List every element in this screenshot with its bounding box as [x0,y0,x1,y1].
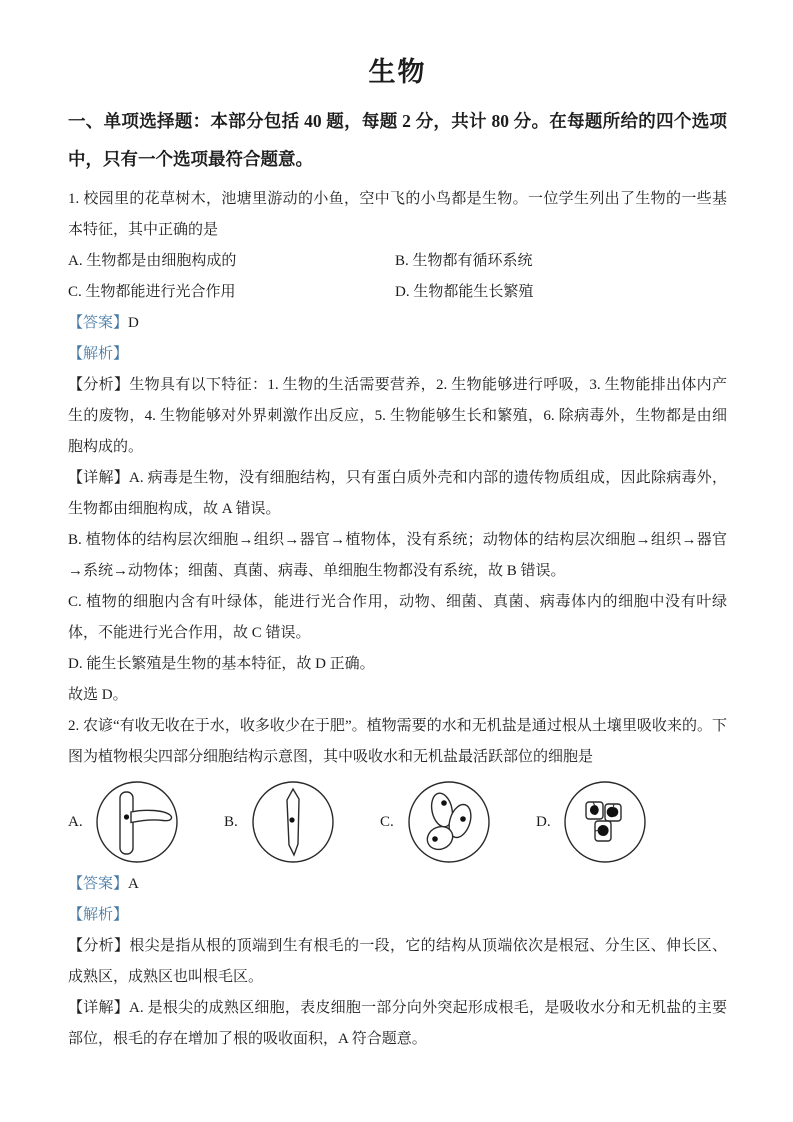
q1-stem: 1. 校园里的花草树木，池塘里游动的小鱼，空中飞的小鸟都是生物。一位学生列出了生物的一些基本特征，其中正确的是 [68,191,727,238]
q2-diagram-d [536,779,692,865]
q2-diagram-c-label: C. [380,813,394,830]
q2-diagram-d-label: D. [536,813,551,830]
q2-diagram-a-label: A. [68,813,83,830]
q2-diagram-b-label: B. [224,813,238,830]
q1-options-row-1 [68,246,727,277]
page-title: 生物 [368,57,427,87]
q1-jiexi-line [68,339,727,370]
elongation-cell-icon [250,779,336,865]
q2-diagram-a [68,779,224,865]
q1-detail-b: B. 植物体的结构层次细胞→组织→器官→植物体，没有系统；动物体的结构层次细胞→组织→器官→系统→动物体；细菌、真菌、病毒、单细胞生物都没有系统，故 B 错误。 [68,532,727,579]
root-cap-cells-icon [406,779,492,865]
q1-option-b: B. 生物都有循环系统 [395,253,533,269]
q2-diagram-c [380,779,536,865]
q2-answer-value: A [128,876,139,892]
q1-analysis: 【分析】生物具有以下特征：1. 生物的生活需要营养，2. 生物能够进行呼吸，3. 生物能排出体内产生的废物，4. 生物能够对外界刺激作出反应，5. 生物能够生长和繁殖，6. 除病毒外，生物都是由细胞构成的。 [68,377,727,455]
q1-answer-tag: 【答案】 [68,315,129,331]
q1-detail-d: D. 能生长繁殖是生物的基本特征，故 D 正确。 [68,656,375,672]
q2-stem: 2. 农谚“有收无收在于水，收多收少在于肥”。植物需要的水和无机盐是通过根从土壤里吸收来的。下图为植物根尖四部分细胞结构示意图，其中吸收水和无机盐最活跃部位的细胞是 [68,718,727,765]
q2-diagram-b [224,779,380,865]
q2-detail: 【详解】A. 是根尖的成熟区细胞，表皮细胞一部分向外突起形成根毛，是吸收水分和无机盐的主要部位，根毛的存在增加了根的吸收面积，A 符合题意。 [68,1000,727,1047]
root-hair-cell-icon [94,779,180,865]
q1-conclusion: 故选 D。 [68,687,128,703]
section-header: 一、单项选择题：本部分包括 40 题，每题 2 分，共计 80 分。在每题所给的四个选项中，只有一个选项最符合题意。 [68,111,727,169]
q1-answer-value: D [128,315,139,331]
q1-options-row-2 [68,277,727,308]
q2-diagram-row [68,775,727,869]
q2-jiexi-tag: 【解析】 [68,907,129,923]
q1-option-c: C. 生物都能进行光合作用 [68,284,236,300]
q1-detail-c: C. 植物的细胞内含有叶绿体，能进行光合作用，动物、细菌、真菌、病毒体内的细胞中没有叶绿体，不能进行光合作用，故 C 错误。 [68,594,727,641]
q1-option-a: A. 生物都是由细胞构成的 [68,253,237,269]
q2-jiexi-line [68,900,727,931]
q2-answer-tag: 【答案】 [68,876,129,892]
meristem-cells-icon [562,779,648,865]
q1-answer-line [68,308,727,339]
q1-option-d: D. 生物都能生长繁殖 [395,284,534,300]
q2-analysis: 【分析】根尖是指从根的顶端到生有根毛的一段，它的结构从顶端依次是根冠、分生区、伸长区、成熟区，成熟区也叫根毛区。 [68,938,727,985]
q1-jiexi-tag: 【解析】 [68,346,129,362]
q1-detail-a: 【详解】A. 病毒是生物，没有细胞结构，只有蛋白质外壳和内部的遗传物质组成，因此除病毒外，生物都由细胞构成，故 A 错误。 [68,470,727,517]
q2-answer-line [68,869,727,900]
